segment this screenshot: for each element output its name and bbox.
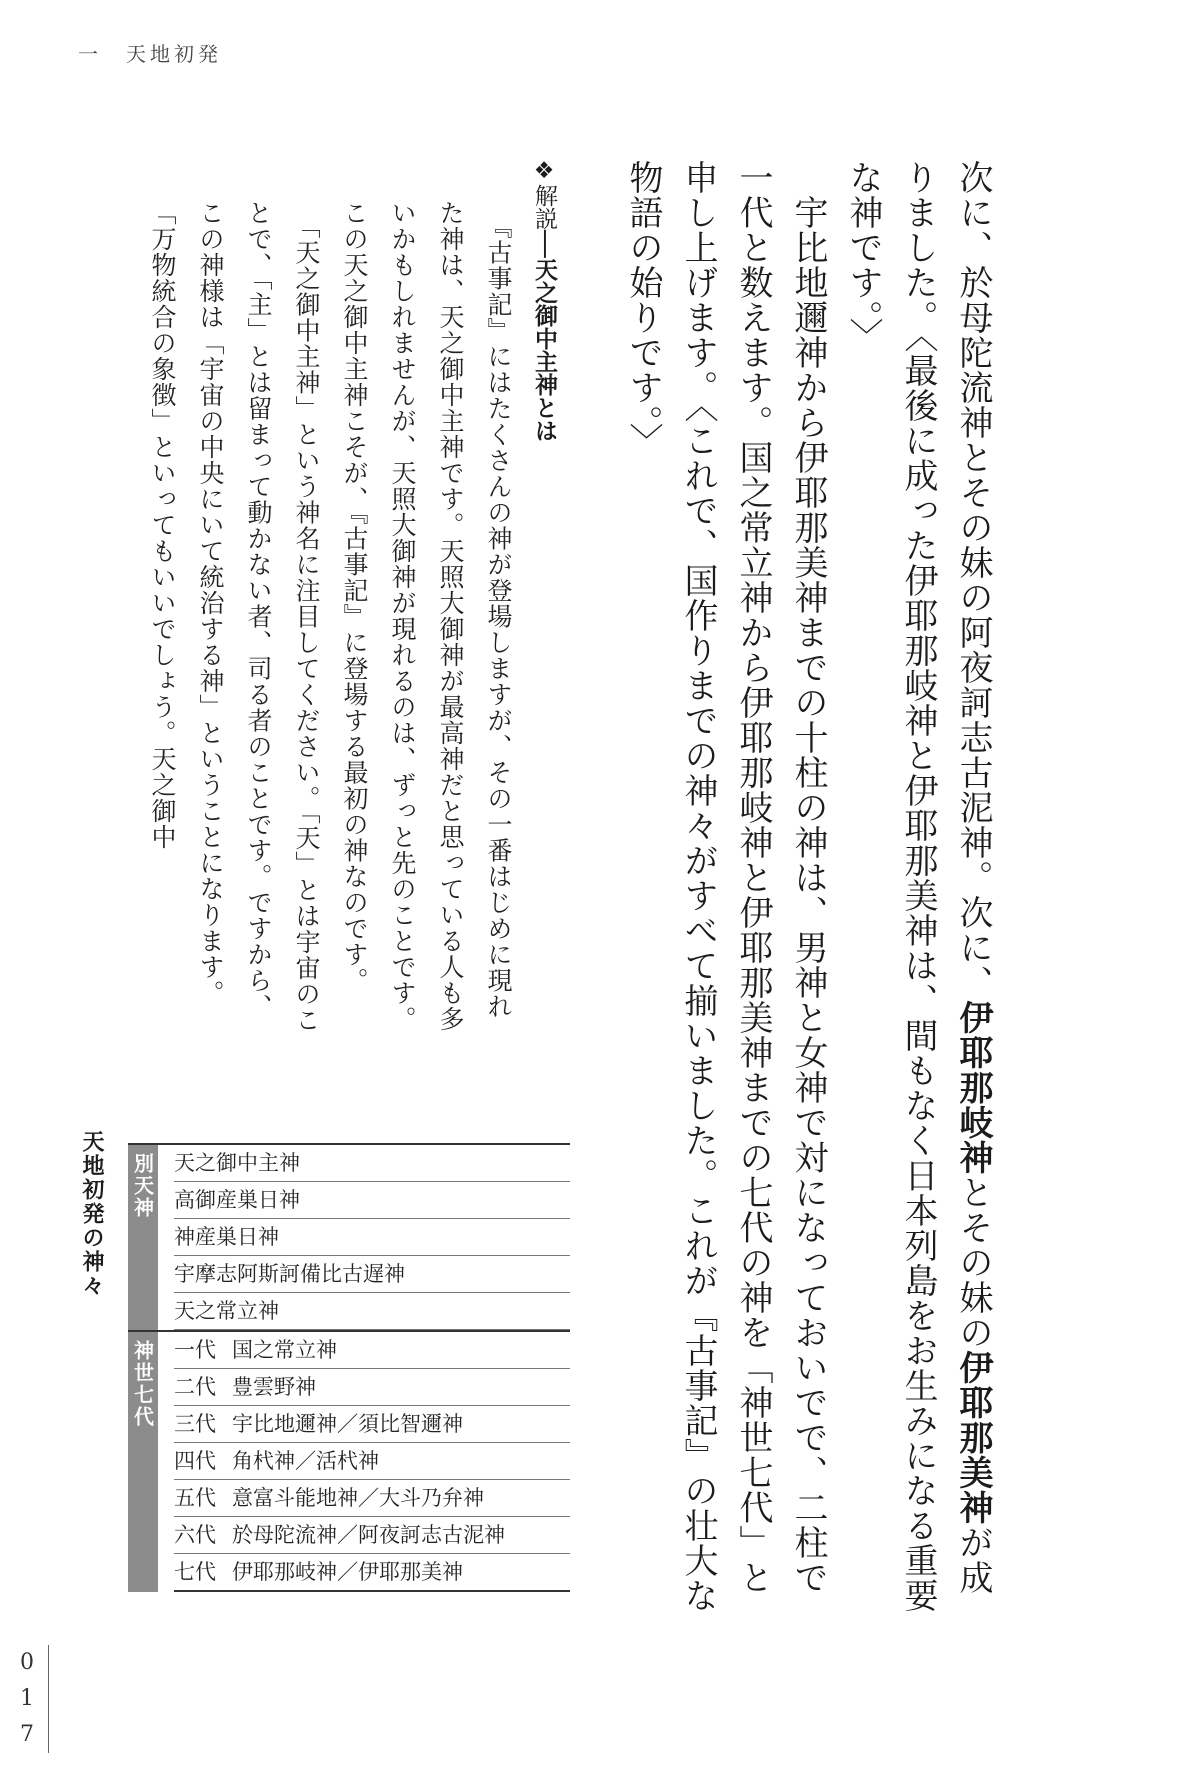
- commentary-heading-text: ──天之御中主神とは: [531, 230, 557, 442]
- page-number: [12, 1645, 49, 1753]
- table-row: 天之御中主神: [174, 1145, 570, 1182]
- table-group-kamiyo-nanayo: [128, 1330, 570, 1592]
- table-row: 七代 伊耶那岐神／伊耶那美神: [174, 1554, 570, 1592]
- main-paragraph-1b: とその妹の: [953, 1175, 993, 1350]
- deity-name-izanami: 伊耶那美神: [953, 1350, 993, 1525]
- table-row: 三代 宇比地邇神／須比智邇神: [174, 1406, 570, 1443]
- group-label: 別天神: [128, 1145, 158, 1330]
- page-number-digit: 7: [20, 1722, 34, 1747]
- table-row: 四代 角杙神／活杙神: [174, 1443, 570, 1480]
- table-row: 二代 豊雲野神: [174, 1369, 570, 1406]
- table-title: 天地初発の神々: [79, 1130, 104, 1298]
- commentary-body: 『古事記』にはたくさんの神が登場しますが、その一番はじめに現れた神は、天之御中主神です。天照大御神が最高神だと思っている人も多いかもしれませんが、天照大御神が現れるのは、ずっと先のことです。この天之御中主神こそが、『古事記』に登場する最初の神なのです。 「天之御中主神」という神名に注目してください。「天」とは宇宙のことで、「主」とは留まって動かない者、司る者のことです。ですから、この神様は「宇宙の中央にいて統治する神」ということになります。「万物統合の象徴」といってもいいでしょう。天之御中: [148, 200, 513, 1033]
- table-row: 神産巣日神: [174, 1219, 570, 1256]
- commentary-mark-icon: ❖解説: [531, 158, 557, 230]
- main-paragraph-1c: が成りました。〈最後に成った伊耶那岐神と伊耶那美神は、間もなく日本列島をお生みになる重要な神です。〉 宇比地邇神から伊耶那美神までの十柱の神は、男神と女神で対になっておいでで、二柱で一代と数えます。国之常立神から伊耶那岐神と伊耶那美神までの七代の神を「神世七代」と申し上げます。〈これで、国作りまでの神々がすべて揃いました。これが『古事記』の壮大な物語の始りです。〉: [623, 160, 993, 1613]
- page-number-digit: 0: [20, 1650, 34, 1675]
- page-number-digit: 1: [20, 1686, 34, 1711]
- running-head: 一 天地初発: [78, 42, 222, 66]
- commentary-heading: [528, 158, 561, 518]
- table-row: 六代 於母陀流神／阿夜訶志古泥神: [174, 1517, 570, 1554]
- group-label: 神世七代: [128, 1332, 158, 1592]
- table-group-betsu-amatsukami: [128, 1143, 570, 1330]
- main-paragraph-1: 次に、於母陀流神とその妹の阿夜訶志古泥神。次に、: [953, 160, 993, 1000]
- table-row: 高御産巣日神: [174, 1182, 570, 1219]
- deity-name-izanagi: 伊耶那岐神: [953, 1000, 993, 1175]
- table-row: 五代 意富斗能地神／大斗乃弁神: [174, 1480, 570, 1517]
- table-row: 天之常立神: [174, 1293, 570, 1330]
- table-row: 一代 国之常立神: [174, 1332, 570, 1369]
- table-row: 宇摩志阿斯訶備比古遅神: [174, 1256, 570, 1293]
- deities-table: [128, 1143, 570, 1592]
